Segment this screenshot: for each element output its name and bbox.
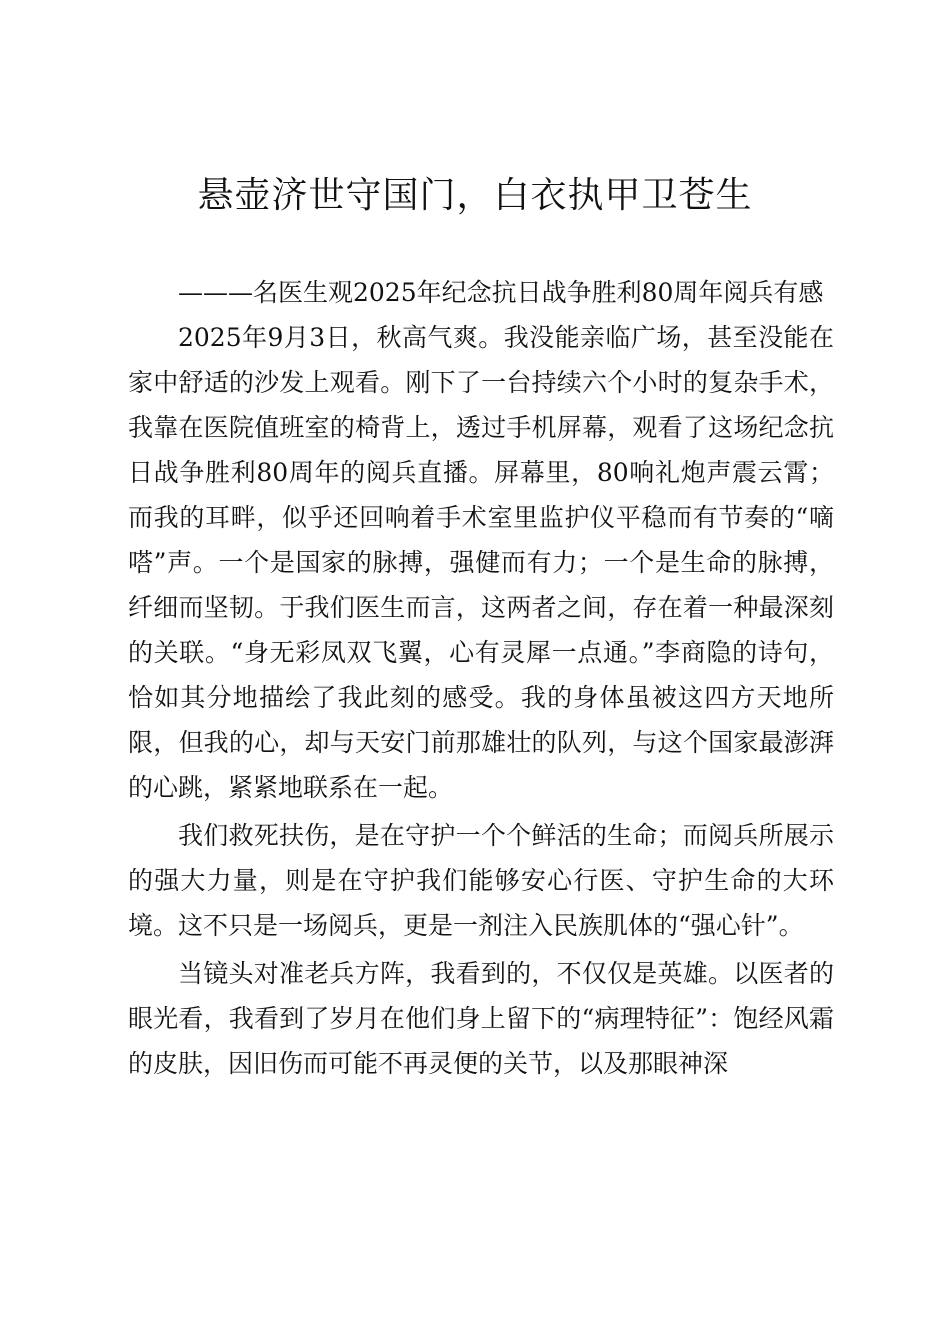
paragraph-1: 2025年9月3日，秋高气爽。我没能亲临广场，甚至没能在家中舒适的沙发上观看。刚下了一台持续六个小时的复杂手术，我靠在医院值班室的椅背上，透过手机屏幕，观看了这场纪念抗日战争胜利80周年的阅兵直播。屏幕里，80响礼炮声震云霄；而我的耳畔，似乎还回响着手术室里监护仪平稳而有节奏的“嘀嗒”声。一个是国家的脉搏，强健而有力；一个是生命的脉搏，纤细而坚韧。于我们医生而言，这两者之间，存在着一种最深刻的关联。“身无彩凤双飞翼，心有灵犀一点通。”李商隐的诗句，恰如其分地描绘了我此刻的感受。我的身体虽被这四方天地所限，但我的心，却与天安门前那雄壮的队列，与这个国家最澎湃的心跳，紧紧地联系在一起。	[128, 323, 834, 802]
paragraph-3: 当镜头对准老兵方阵，我看到的，不仅仅是英雄。以医者的眼光看，我看到了岁月在他们身上留下的“病理特征”：饱经风霜的皮肤，因旧伤而可能不再灵便的关节，以及那眼神深	[128, 959, 834, 1078]
paragraph-2: 我们救死扶伤，是在守护一个个鲜活的生命；而阅兵所展示的强大力量，则是在守护我们能够安心行医、守护生命的大环境。这不只是一场阅兵，更是一剂注入民族肌体的“强心针”。	[128, 821, 834, 940]
document-body	[128, 270, 834, 1086]
document-subtitle: ———名医生观2025年纪念抗日战争胜利80周年阅兵有感	[178, 278, 824, 307]
document-title: 悬壶济世守国门，白衣执甲卫苍生	[197, 175, 753, 216]
